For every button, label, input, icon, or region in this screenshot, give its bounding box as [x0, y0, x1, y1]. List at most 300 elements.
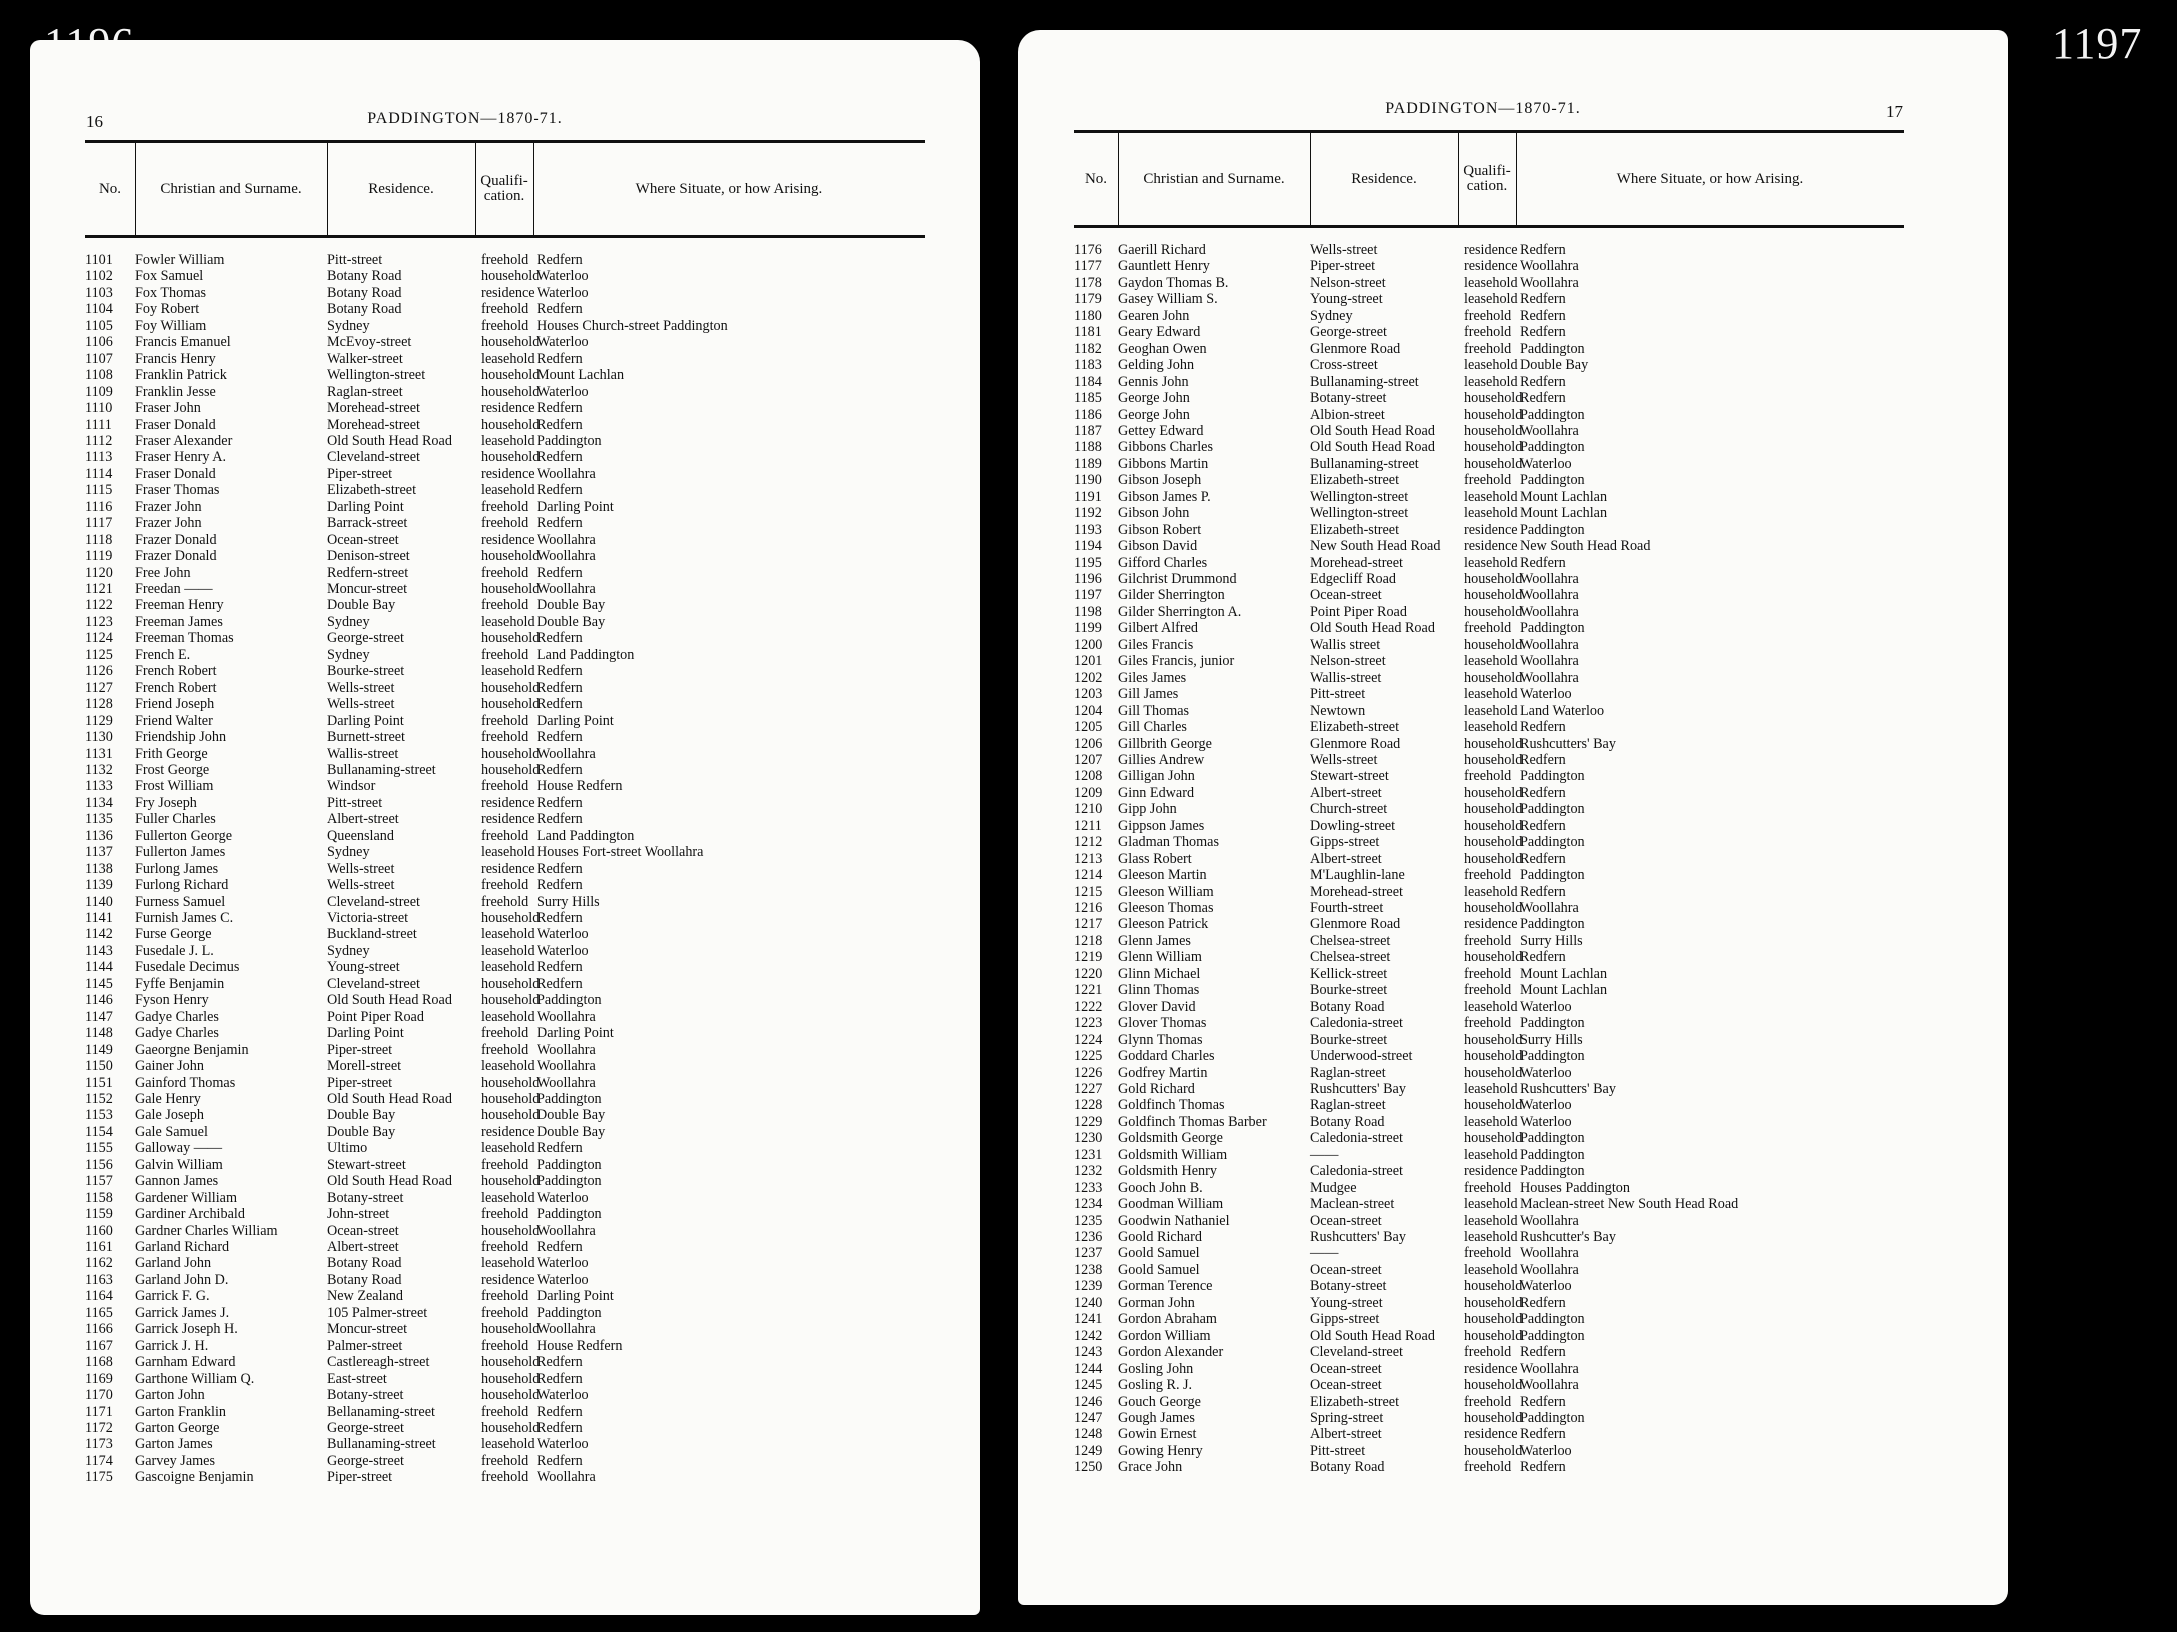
entry-residence: East-street	[327, 1370, 387, 1387]
entry-where: Redfern	[537, 877, 583, 894]
entry-name: Gibson James P.	[1118, 488, 1211, 505]
entry-where: Redfern	[537, 794, 583, 811]
entry-where: Redfern	[537, 1419, 583, 1436]
entry-residence: Rushcutters' Bay	[1310, 1229, 1406, 1245]
entry-name: Furlong Richard	[135, 877, 229, 894]
entry-residence: Edgecliff Road	[1310, 571, 1397, 587]
entry-number: 1178	[1074, 274, 1102, 291]
entry-where: Maclean-street New South Head Road	[1520, 1196, 1739, 1213]
entry-qualification: freehold	[481, 712, 529, 729]
entry-name: Gouch George	[1118, 1393, 1201, 1410]
entry-qualification: leasehold	[1464, 1113, 1518, 1130]
entry-name: Gainer John	[135, 1058, 204, 1075]
entry-qualification: household	[1464, 1130, 1523, 1147]
entry-name: Furnish James C.	[135, 910, 234, 926]
entry-qualification: household	[1464, 1294, 1523, 1311]
entry-residence: New South Head Road	[1310, 538, 1441, 555]
entry-residence: Botany-street	[327, 1189, 404, 1206]
entry-qualification: household	[481, 1074, 540, 1091]
entry-number: 1247	[1074, 1409, 1103, 1426]
entry-residence: Cross-street	[1310, 357, 1378, 374]
entry-number: 1190	[1074, 472, 1102, 489]
entry-residence: Wallis-street	[327, 745, 399, 762]
entry-qualification: household	[1464, 1327, 1523, 1344]
entry-qualification: residence	[481, 811, 535, 828]
entry-where: Woollahra	[1520, 587, 1579, 604]
entry-where: Waterloo	[537, 334, 589, 351]
entry-residence: Double Bay	[327, 1107, 396, 1124]
entry-number: 1197	[1074, 587, 1102, 604]
entry-residence: Botany Road	[1310, 1113, 1385, 1130]
entry-residence: Pitt-street	[1310, 686, 1366, 703]
entry-name: Gold Richard	[1118, 1080, 1195, 1097]
entry-where: Redfern	[1520, 373, 1566, 390]
entry-name: Frost George	[135, 761, 210, 778]
entry-where: Redfern	[537, 564, 583, 581]
entry-name: Galloway ——	[135, 1140, 223, 1157]
entry-where: Woollahra	[1520, 274, 1579, 291]
entry-where: Paddington	[1520, 867, 1585, 884]
entry-name: George John	[1118, 390, 1190, 407]
entry-residence: Young-street	[327, 959, 400, 976]
entry-qualification: freehold	[481, 827, 529, 844]
entry-qualification: freehold	[481, 1025, 529, 1042]
entry-where: House Redfern	[537, 1337, 623, 1354]
entry-where: Woollahra	[537, 1074, 596, 1091]
entry-name: Gleeson William	[1118, 883, 1214, 900]
entry-residence: Moncur-street	[327, 581, 408, 597]
entry-number: 1169	[85, 1370, 113, 1387]
entry-name: Fusedale J. L.	[135, 942, 214, 959]
entry-qualification: household	[1464, 1278, 1523, 1295]
entry-residence: Ocean-street	[1310, 1261, 1382, 1278]
entry-number: 1145	[85, 975, 113, 992]
entry-name: Franklin Jesse	[135, 383, 216, 400]
entry-residence: Botany Road	[1310, 998, 1385, 1015]
entry-name: Garton John	[135, 1387, 205, 1404]
entry-residence: Old South Head Road	[1310, 439, 1435, 456]
entry-number: 1133	[85, 778, 113, 795]
entry-number: 1225	[1074, 1048, 1103, 1065]
entry-number: 1186	[1074, 406, 1102, 423]
entry-qualification: residence	[1464, 1163, 1518, 1180]
entry-where: Paddington	[1520, 768, 1585, 785]
entry-qualification: residence	[481, 1123, 535, 1140]
entry-number: 1193	[1074, 521, 1102, 538]
entry-residence: Wallis street	[1310, 636, 1381, 653]
entry-residence: Old South Head Road	[327, 992, 452, 1009]
entry-qualification: household	[1464, 422, 1523, 439]
entry-number: 1180	[1074, 307, 1102, 324]
entry-residence: Wells-street	[327, 679, 395, 696]
entry-number: 1245	[1074, 1377, 1103, 1394]
entry-residence: Botany-street	[327, 1387, 404, 1404]
entry-residence: Glenmore Road	[1310, 340, 1401, 357]
entry-qualification: household	[481, 992, 540, 1009]
entry-name: Franklin Patrick	[135, 367, 227, 384]
entry-number: 1134	[85, 794, 113, 811]
entry-name: Fyson Henry	[135, 992, 209, 1009]
entry-number: 1173	[85, 1436, 113, 1453]
entry-qualification: household	[481, 1354, 540, 1371]
entry-number: 1241	[1074, 1311, 1103, 1328]
entry-qualification: household	[481, 1107, 540, 1124]
entry-where: Woollahra	[537, 581, 596, 597]
entry-where: Redfern	[537, 975, 583, 992]
entry-qualification: freehold	[481, 778, 529, 795]
entry-residence: Morehead-street	[327, 416, 420, 433]
entry-residence: Chelsea-street	[1310, 932, 1391, 949]
entry-qualification: freehold	[1464, 307, 1512, 324]
entry-number: 1129	[85, 712, 113, 729]
entry-residence: Newtown	[1310, 702, 1366, 719]
entry-name: Gale Henry	[135, 1090, 201, 1107]
entry-number: 1202	[1074, 669, 1103, 686]
entry-name: Geoghan Owen	[1118, 340, 1207, 357]
entry-residence: Old South Head Road	[1310, 620, 1435, 637]
entry-name: Gordon Abraham	[1118, 1311, 1217, 1328]
entry-where: Waterloo	[537, 268, 589, 285]
entry-where: Waterloo	[537, 926, 589, 943]
entry-residence: Ocean-street	[327, 531, 399, 548]
entry-where: Waterloo	[1520, 1442, 1572, 1459]
entry-where: Waterloo	[1520, 998, 1572, 1015]
entry-name: Frith George	[135, 745, 208, 762]
entry-name: Gillies Andrew	[1118, 751, 1205, 768]
entry-residence: Bourke-street	[1310, 982, 1388, 999]
entry-qualification: household	[481, 1090, 540, 1107]
entry-where: Land Paddington	[537, 646, 635, 663]
entry-qualification: leasehold	[481, 1058, 535, 1075]
entry-residence: Cleveland-street	[327, 893, 420, 910]
entry-where: Mount Lachlan	[537, 367, 625, 384]
entry-qualification: leasehold	[1464, 686, 1518, 703]
entry-where: Redfern	[537, 515, 583, 532]
entry-where: Redfern	[537, 910, 583, 926]
entry-residence: Wells-street	[1310, 242, 1378, 258]
entry-name: Gearen John	[1118, 307, 1190, 324]
entry-number: 1165	[85, 1304, 113, 1321]
entry-where: Paddington	[1520, 801, 1585, 818]
entry-where: Woollahra	[537, 745, 596, 762]
entry-residence: Piper-street	[327, 465, 393, 482]
entry-number: 1120	[85, 564, 113, 581]
entry-name: Giles Francis, junior	[1118, 653, 1235, 670]
entry-where: Woollahra	[1520, 653, 1579, 670]
entry-number: 1147	[85, 1008, 113, 1025]
entry-name: Gorman Terence	[1118, 1278, 1213, 1295]
entry-number: 1191	[1074, 488, 1102, 505]
running-head: PADDINGTON—1870-71.	[367, 110, 563, 127]
entry-where: Mount Lachlan	[1520, 488, 1608, 505]
entry-number: 1152	[85, 1090, 113, 1107]
entry-number: 1109	[85, 383, 113, 400]
entry-qualification: household	[1464, 834, 1523, 851]
entry-number: 1228	[1074, 1097, 1103, 1114]
entry-number: 1117	[85, 515, 113, 532]
entry-name: Gleeson Martin	[1118, 867, 1207, 884]
entry-name: Gale Samuel	[135, 1123, 208, 1140]
entry-where: Waterloo	[537, 1255, 589, 1272]
entry-name: Gippson James	[1118, 817, 1205, 834]
entry-residence: Pitt-street	[327, 794, 383, 811]
entry-name: Frazer John	[135, 498, 202, 515]
entry-name: Gordon Alexander	[1118, 1344, 1224, 1361]
entry-name: Gordon William	[1118, 1327, 1211, 1344]
entry-qualification: household	[1464, 949, 1523, 966]
entry-where: Redfern	[537, 630, 583, 647]
entry-number: 1235	[1074, 1212, 1103, 1229]
entry-number: 1233	[1074, 1179, 1103, 1196]
entry-number: 1150	[85, 1058, 113, 1075]
entry-residence: Caledonia-street	[1310, 1163, 1403, 1180]
entry-where: Redfern	[537, 301, 583, 318]
entry-where: Land Paddington	[537, 827, 635, 844]
entry-where: Woollahra	[537, 1058, 596, 1075]
entry-where: Woollahra	[537, 548, 596, 565]
entry-residence: Botany-street	[1310, 1278, 1387, 1295]
entry-where: Double Bay	[537, 597, 606, 614]
entry-qualification: residence	[1464, 916, 1518, 933]
entry-number: 1136	[85, 827, 113, 844]
entry-residence: Ocean-street	[1310, 1377, 1382, 1394]
entry-qualification: household	[481, 1387, 540, 1404]
entry-where: Double Bay	[537, 1123, 606, 1140]
entry-name: Freeman Thomas	[135, 630, 234, 647]
entry-residence: Botany Road	[327, 284, 402, 301]
entry-number: 1113	[85, 449, 113, 466]
entry-residence: Old South Head Road	[327, 1090, 452, 1107]
entry-where: Woollahra	[537, 465, 596, 482]
entry-qualification: leasehold	[1464, 357, 1518, 374]
entry-number: 1123	[85, 613, 113, 630]
entry-where: Mount Lachlan	[1520, 505, 1608, 522]
entry-number: 1224	[1074, 1031, 1103, 1048]
entry-name: Glover Thomas	[1118, 1015, 1207, 1032]
entry-name: Glass Robert	[1118, 850, 1192, 867]
entry-qualification: residence	[481, 794, 535, 811]
entry-qualification: freehold	[481, 252, 529, 268]
entry-qualification: freehold	[1464, 324, 1512, 341]
entry-residence: Botany Road	[327, 1255, 402, 1272]
entry-where: Paddington	[1520, 1163, 1585, 1180]
entry-qualification: leasehold	[1464, 1212, 1518, 1229]
entry-residence: Double Bay	[327, 1123, 396, 1140]
entry-qualification: household	[1464, 1311, 1523, 1328]
entry-qualification: household	[1464, 1377, 1523, 1394]
entry-number: 1102	[85, 268, 113, 285]
entry-qualification: leasehold	[1464, 719, 1518, 736]
header-residence: Residence.	[368, 180, 434, 197]
entry-residence: Nelson-street	[1310, 653, 1386, 670]
entry-where: Mount Lachlan	[1520, 965, 1608, 982]
entry-residence: Walker-street	[327, 350, 403, 367]
entry-residence: Piper-street	[1310, 258, 1376, 275]
entry-number: 1161	[85, 1239, 113, 1255]
entry-where: Paddington	[1520, 406, 1585, 423]
entry-residence: Piper-street	[327, 1041, 393, 1058]
entry-name: Fox Thomas	[135, 284, 207, 301]
entry-qualification: residence	[481, 1271, 535, 1288]
entry-qualification: freehold	[481, 646, 529, 663]
entry-number: 1238	[1074, 1261, 1103, 1278]
entry-name: Garrick J. H.	[135, 1337, 209, 1354]
entry-where: Redfern	[537, 696, 583, 713]
entry-residence: Point Piper Road	[1310, 603, 1407, 620]
entry-name: Gosling R. J.	[1118, 1377, 1193, 1394]
entry-qualification: household	[1464, 817, 1523, 834]
entry-residence: Ocean-street	[1310, 587, 1382, 604]
entry-where: Rushcutter's Bay	[1520, 1229, 1616, 1245]
entry-qualification: residence	[1464, 521, 1518, 538]
entry-name: Gilchrist Drummond	[1118, 571, 1237, 587]
entry-qualification: household	[1464, 850, 1523, 867]
entry-name: Francis Emanuel	[135, 334, 231, 351]
entry-qualification: household	[1464, 900, 1523, 916]
header-no: No.	[98, 180, 122, 197]
entry-where: Redfern	[537, 811, 583, 828]
entry-where: Paddington	[1520, 916, 1585, 933]
entry-residence: Fourth-street	[1310, 900, 1384, 916]
entry-name: Furse George	[135, 926, 212, 943]
entry-qualification: leasehold	[481, 1008, 535, 1025]
entry-qualification: household	[481, 975, 540, 992]
entry-name: Fraser John	[135, 400, 201, 417]
entry-residence: Botany Road	[327, 1271, 402, 1288]
entry-qualification: leasehold	[1464, 883, 1518, 900]
entry-number: 1172	[85, 1419, 113, 1436]
entry-name: Giles James	[1118, 669, 1187, 686]
entry-qualification: freehold	[481, 1041, 529, 1058]
entry-where: Houses Church-street Paddington	[537, 317, 728, 334]
entry-name: Frost William	[135, 778, 214, 795]
entry-residence: Bourke-street	[327, 663, 405, 680]
entry-name: Garland Richard	[135, 1239, 230, 1255]
entry-name: Garrick Joseph H.	[135, 1321, 238, 1338]
entry-qualification: freehold	[481, 1337, 529, 1354]
entry-where: Redfern	[537, 252, 583, 268]
entry-residence: Sydney	[327, 613, 370, 630]
entry-name: Gelding John	[1118, 357, 1195, 374]
entry-qualification: freehold	[1464, 982, 1512, 999]
entry-number: 1105	[85, 317, 113, 334]
entry-where: Redfern	[537, 1403, 583, 1420]
entry-where: Redfern	[1520, 324, 1566, 341]
entry-number: 1239	[1074, 1278, 1103, 1295]
entry-number: 1135	[85, 811, 113, 828]
entry-name: Fraser Henry A.	[135, 449, 227, 466]
entry-where: Paddington	[1520, 620, 1585, 637]
entry-where: Redfern	[537, 1452, 583, 1469]
entry-where: Woollahra	[1520, 669, 1579, 686]
entry-qualification: leasehold	[481, 1140, 535, 1157]
entry-residence: Palmer-street	[327, 1337, 403, 1354]
entry-number: 1223	[1074, 1015, 1103, 1032]
entry-name: Goodwin Nathaniel	[1118, 1212, 1230, 1229]
entry-name: Gosling John	[1118, 1360, 1194, 1377]
entry-name: Gooch John B.	[1118, 1179, 1203, 1196]
entry-name: French E.	[135, 646, 191, 663]
entry-residence: Kellick-street	[1310, 965, 1388, 982]
entry-where: Woollahra	[1520, 603, 1579, 620]
entry-where: Redfern	[537, 1140, 583, 1157]
entry-name: Glenn James	[1118, 932, 1191, 949]
entry-name: Garton Franklin	[135, 1403, 227, 1420]
entry-name: Gibson Robert	[1118, 521, 1202, 538]
header-qualification: Qualifi- cation.	[480, 173, 528, 204]
entry-name: Fullerton George	[135, 827, 233, 844]
header-no: No.	[1084, 170, 1108, 187]
entry-qualification: leasehold	[481, 844, 535, 861]
entry-residence: Cleveland-street	[327, 449, 420, 466]
entry-name: Glinn Thomas	[1118, 982, 1200, 999]
entry-name: Gadye Charles	[135, 1008, 219, 1025]
entry-number: 1111	[85, 416, 112, 433]
entry-qualification: household	[481, 334, 540, 351]
entry-residence: Morehead-street	[327, 400, 420, 417]
entry-residence: Rushcutters' Bay	[1310, 1080, 1406, 1097]
entry-number: 1242	[1074, 1327, 1103, 1344]
entry-residence: Cleveland-street	[327, 975, 420, 992]
entry-residence: Chelsea-street	[1310, 949, 1391, 966]
entry-name: Francis Henry	[135, 350, 216, 367]
entry-where: Redfern	[537, 400, 583, 417]
entry-where: Redfern	[1520, 390, 1566, 407]
entry-qualification: leasehold	[481, 663, 535, 680]
entry-number: 1127	[85, 679, 113, 696]
header-name: Christian and Surname.	[160, 180, 302, 197]
entry-qualification: leasehold	[481, 1255, 535, 1272]
entry-residence: Piper-street	[327, 1074, 393, 1091]
entry-residence: Bullanaming-street	[327, 761, 436, 778]
entry-name: Glenn William	[1118, 949, 1202, 966]
entry-name: Goodman William	[1118, 1196, 1224, 1213]
entry-number: 1124	[85, 630, 113, 647]
entry-number: 1230	[1074, 1130, 1103, 1147]
entry-residence: Sydney	[327, 646, 370, 663]
entry-qualification: freehold	[481, 564, 529, 581]
entry-where: Paddington	[537, 992, 602, 1009]
entry-number: 1248	[1074, 1426, 1103, 1443]
entry-number: 1146	[85, 992, 113, 1009]
entry-number: 1110	[85, 400, 113, 417]
entry-where: Rushcutters' Bay	[1520, 1080, 1616, 1097]
entry-name: Gardner Charles William	[135, 1222, 278, 1239]
entry-name: Glinn Michael	[1118, 965, 1201, 982]
entry-where: Double Bay	[1520, 357, 1589, 374]
entry-where: Waterloo	[1520, 686, 1572, 703]
entry-name: Ginn Edward	[1118, 784, 1195, 801]
entry-residence: Church-street	[1310, 801, 1388, 818]
entry-name: Gibson David	[1118, 538, 1198, 555]
entry-where: Woollahra	[537, 1321, 596, 1338]
entry-where: Paddington	[1520, 439, 1585, 456]
entry-where: Woollahra	[1520, 571, 1579, 587]
entry-qualification: household	[481, 548, 540, 565]
entry-where: Paddington	[1520, 1409, 1585, 1426]
entry-qualification: freehold	[1464, 1015, 1512, 1032]
entry-where: Redfern	[1520, 554, 1566, 571]
entry-qualification: household	[1464, 1097, 1523, 1114]
header-qualification: Qualifi- cation.	[1463, 163, 1511, 194]
entry-number: 1227	[1074, 1080, 1103, 1097]
entry-number: 1250	[1074, 1459, 1103, 1476]
entry-where: Woollahra	[1520, 258, 1579, 275]
entry-name: Gale Joseph	[135, 1107, 204, 1124]
entry-qualification: freehold	[481, 515, 529, 532]
entry-number: 1174	[85, 1452, 113, 1469]
entry-qualification: household	[1464, 735, 1523, 752]
